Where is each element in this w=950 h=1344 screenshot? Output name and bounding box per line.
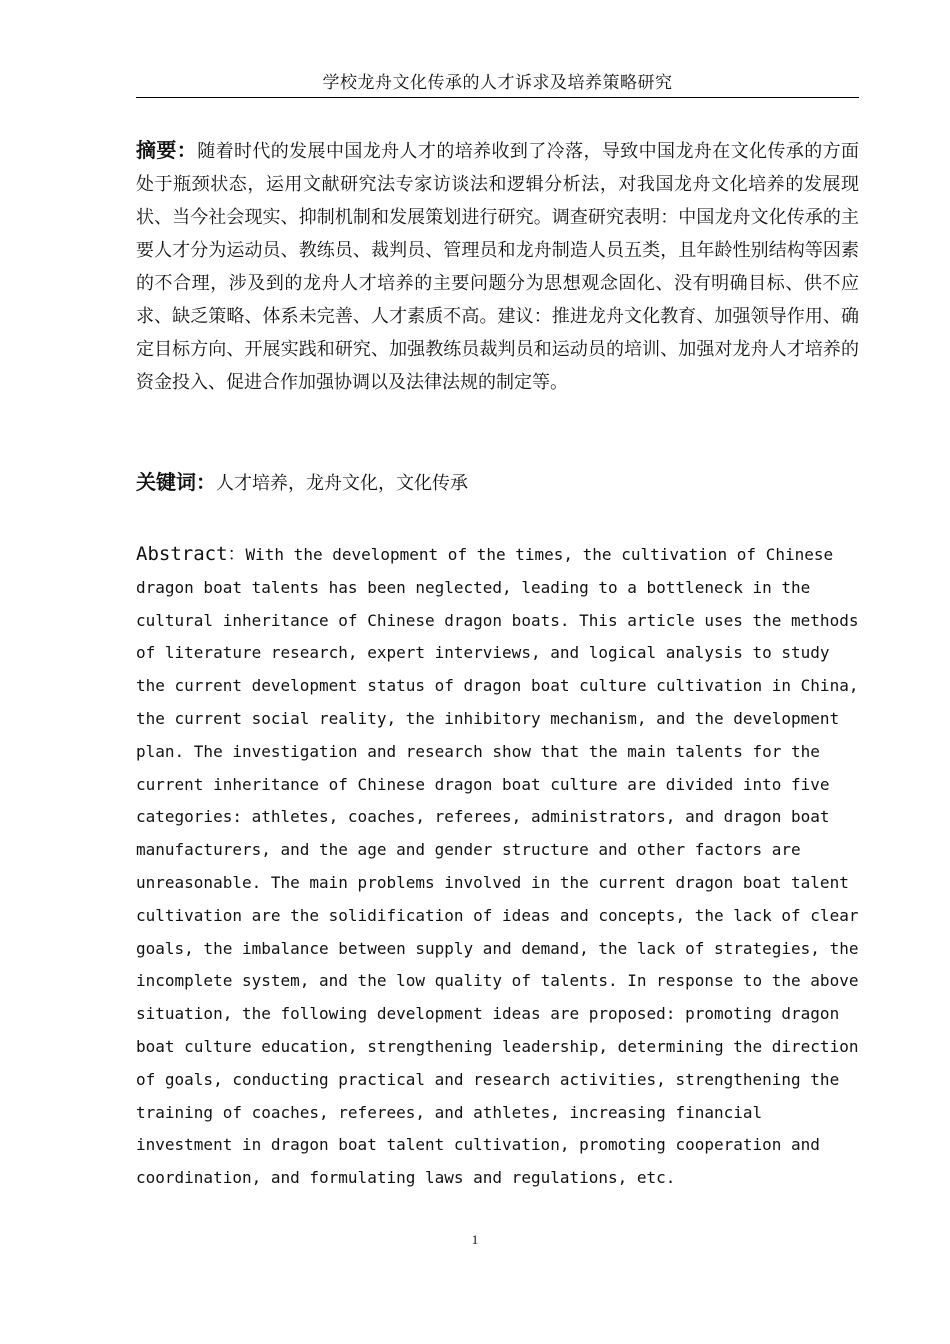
header-divider: [136, 97, 859, 98]
english-abstract-line: investment in dragon boat talent cultivation, promoting cooperation and: [136, 1135, 820, 1155]
abstract-text: 随着时代的发展中国龙舟人才的培养收到了冷落，导致中国龙舟在文化传承的方面处于瓶颈状态，运用文献研究法专家访谈法和逻辑分析法，对我国龙舟文化培养的发展现状、当今社会现实、抑制机制和发展策划进行研究。调查研究表明：中国龙舟文化传承的主要人才分为运动员、教练员、裁判员、管理员和龙舟制造人员五类，且年龄性别结构等因素的不合理，涉及到的龙舟人才培养的主要问题分为思想观念固化、没有明确目标、供不应求、缺乏策略、体系未完善、人才素质不高。建议：推进龙舟文化教育、加强领导作用、确定目标方向、开展实践和研究、加强教练员裁判员和运动员的培训、加强对龙舟人才培养的资金投入、促进合作加强协调以及法律法规的制定等。: [136, 141, 859, 393]
english-abstract-line: coordination, and formulating laws and regulations, etc.: [136, 1168, 676, 1188]
english-abstract-line: unreasonable. The main problems involved in the current dragon boat talent: [136, 872, 849, 892]
english-abstract-text: With the development of the times, the cultivation of Chinese: [245, 545, 834, 564]
english-abstract-line: goals, the imbalance between supply and demand, the lack of strategies, the: [136, 938, 859, 958]
abstract-label: 摘要：: [136, 138, 198, 162]
english-abstract-line: the current social reality, the inhibitory mechanism, and the development: [136, 708, 840, 728]
keywords-text: 人才培养，龙舟文化，文化传承: [216, 473, 468, 494]
english-abstract-line: cultivation are the solidification of ideas and concepts, the lack of clear: [136, 905, 859, 925]
english-abstract-line: boat culture education, strengthening leadership, determining the direction: [136, 1036, 859, 1056]
english-abstract-line: categories: athletes, coaches, referees, administrators, and dragon boat: [136, 807, 830, 827]
english-abstract-line: of goals, conducting practical and research activities, strengthening the: [136, 1069, 840, 1089]
english-abstract-line: incomplete system, and the low quality of talents. In response to the above: [136, 971, 859, 991]
page-header-title: 学校龙舟文化传承的人才诉求及培养策略研究: [322, 73, 673, 93]
english-abstract-line: [136, 538, 859, 572]
english-abstract-line: manufacturers, and the age and gender structure and other factors are: [136, 840, 801, 860]
chinese-abstract: [136, 134, 859, 399]
english-abstract-label: Abstract: [136, 543, 228, 565]
keywords-label: 关键词：: [136, 470, 216, 494]
english-abstract: [136, 538, 859, 1195]
page-number: 1: [471, 1232, 479, 1247]
english-abstract-line: of literature research, expert interviews, and logical analysis to study: [136, 643, 830, 663]
english-abstract-colon: ：: [227, 544, 246, 565]
english-abstract-line: the current development status of dragon boat culture cultivation in China,: [136, 676, 859, 696]
english-abstract-line: plan. The investigation and research show that the main talents for the: [136, 741, 820, 761]
keywords: [136, 466, 859, 500]
english-abstract-line: current inheritance of Chinese dragon boat culture are divided into five: [136, 774, 830, 794]
english-abstract-line: situation, the following development ideas are proposed: promoting dragon: [136, 1004, 840, 1024]
english-abstract-line: cultural inheritance of Chinese dragon boats. This article uses the methods: [136, 610, 859, 630]
english-abstract-line: training of coaches, referees, and athletes, increasing financial: [136, 1102, 763, 1122]
english-abstract-line: dragon boat talents has been neglected, leading to a bottleneck in the: [136, 577, 811, 597]
